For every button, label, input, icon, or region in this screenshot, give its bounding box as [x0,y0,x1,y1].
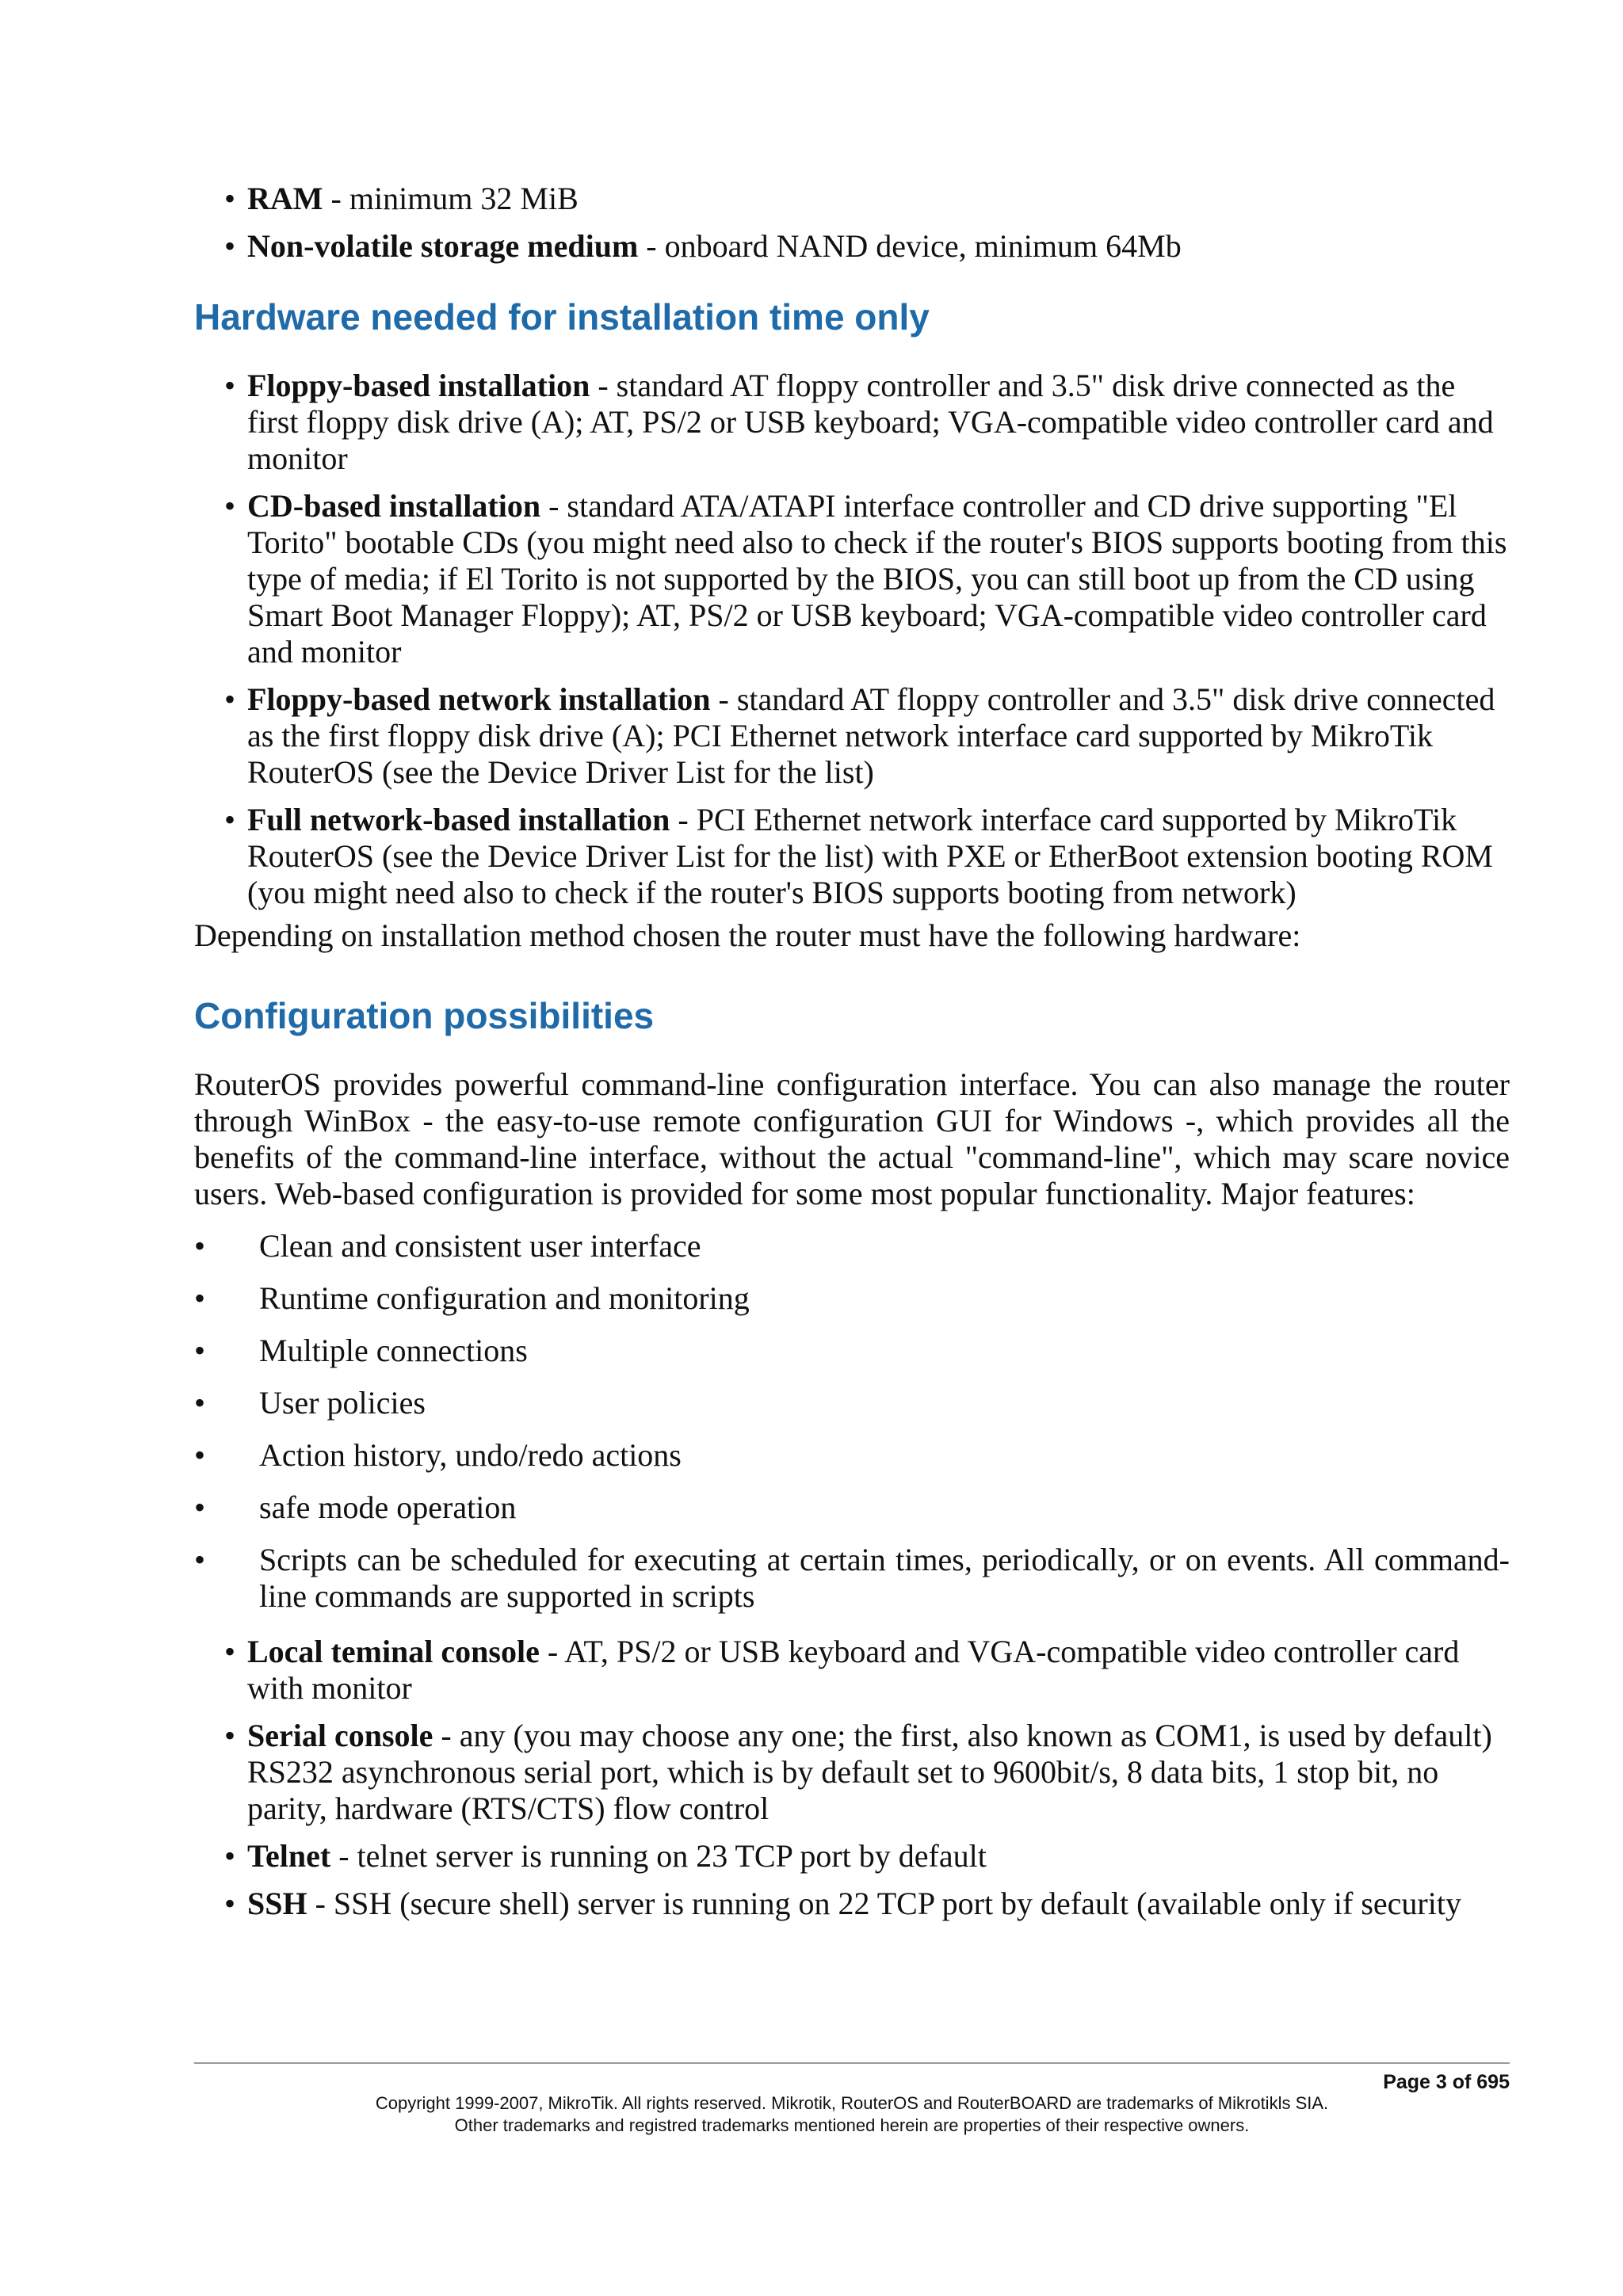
feature-item [194,1437,1510,1474]
item-term: SSH [247,1886,307,1921]
copyright-line-2: Other trademarks and registred trademarks mentioned herein are properties of their respective owners. [454,2115,1250,2135]
list-item-storage [194,228,1510,265]
feature-item [194,1489,1510,1526]
list-item-floppy-network-install [194,681,1510,791]
feature-text: Runtime configuration and monitoring [259,1280,750,1316]
item-term: RAM [247,181,323,216]
page-content [194,181,1510,1922]
item-desc: - standard AT floppy controller and 3.5" disk drive connected as the first floppy disk drive (A); PCI Ethernet network interface card supported by MikroTik RouterOS (see the Device Driver List for the list) [247,681,1495,790]
list-item-ssh [194,1886,1510,1922]
bullet-icon: • [224,1838,236,1874]
list-item-telnet [194,1838,1510,1875]
item-desc: - standard AT floppy controller and 3.5" disk drive connected as the first floppy disk drive (A); AT, PS/2 or USB keyboard; VGA-compatible video controller card and monitor [247,368,1494,476]
bullet-icon: • [224,181,236,216]
bullet-icon: • [194,1280,206,1316]
list-item-serial-console [194,1718,1510,1827]
item-desc: - minimum 32 MiB [323,181,579,216]
item-term: Full network-based installation [247,802,670,837]
item-term: Local teminal console [247,1634,540,1669]
footer-divider [194,2062,1510,2064]
bullet-icon: • [224,368,236,403]
bullet-icon: • [224,1634,236,1669]
list-item-full-network-install [194,802,1510,911]
bullet-icon: • [194,1385,206,1421]
feature-text: User policies [259,1385,426,1421]
feature-item [194,1385,1510,1421]
item-desc: - standard ATA/ATAPI interface controller and CD drive supporting "El Torito" bootable CDs (you might need also to check if the router's BIOS supports booting from this type of media; if El Torito is not supported by the BIOS, you can still boot up from the CD using Smart Boot Manager Floppy); AT, PS/2 or USB keyboard; VGA-compatible video controller card and monitor [247,488,1507,669]
bullet-icon: • [194,1437,206,1473]
item-term: Non-volatile storage medium [247,228,639,264]
item-term: Floppy-based network installation [247,681,711,717]
configuration-intro: RouterOS provides powerful command-line configuration interface. You can also manage the router through WinBox - the easy-to-use remote configuration GUI for Windows -, which provides all the benefits of the command-line interface, without the actual "command-line", which may scare novice users. Web-based configuration is provided for some most popular functionality. Major features: [194,1066,1510,1211]
feature-text: Multiple connections [259,1333,528,1368]
copyright-line-1: Copyright 1999-2007, MikroTik. All rights reserved. Mikrotik, RouterOS and RouterBOARD are trademarks of Mikrotikls SIA. [375,2093,1329,2113]
feature-text: Scripts can be scheduled for executing at certain times, periodically, or on events. All command-line commands are supported in scripts [259,1542,1510,1614]
list-item-local-console [194,1634,1510,1707]
bullet-icon: • [224,488,236,524]
section-heading-configuration: Configuration possibilities [194,995,655,1036]
feature-text: Clean and consistent user interface [259,1228,701,1264]
feature-text: Action history, undo/redo actions [259,1437,682,1473]
bullet-icon: • [224,802,236,837]
bullet-icon: • [224,228,236,264]
feature-item [194,1228,1510,1264]
item-desc: - AT, PS/2 or USB keyboard and VGA-compatible video controller card with monitor [247,1634,1460,1706]
item-term: Floppy-based installation [247,368,590,403]
bullet-icon: • [224,1718,236,1753]
item-desc: - SSH (secure shell) server is running on 22 TCP port by default (available only if security [307,1886,1461,1921]
bullet-icon: • [194,1489,206,1525]
feature-item [194,1333,1510,1369]
item-desc: - any (you may choose any one; the first, also known as COM1, is used by default) RS232 asynchronous serial port, which is by default set to 9600bit/s, 8 data bits, 1 stop bit, no parity, hardware (RTS/CTS) flow control [247,1718,1492,1826]
item-term: Telnet [247,1838,331,1874]
item-term: Serial console [247,1718,433,1753]
bullet-icon: • [194,1333,206,1368]
list-item-ram [194,181,1510,217]
bullet-icon: • [224,681,236,717]
item-term: CD-based installation [247,488,541,524]
list-item-cd-install [194,488,1510,670]
item-desc: - telnet server is running on 23 TCP port by default [330,1838,987,1874]
item-desc: - PCI Ethernet network interface card supported by MikroTik RouterOS (see the Device Driver List for the list) with PXE or EtherBoot extension booting ROM (you might need also to check if the router's BIOS supports booting from network) [247,802,1493,910]
feature-item [194,1542,1510,1615]
section-heading-installation-hardware: Hardware needed for installation time only [194,296,930,338]
feature-item [194,1280,1510,1317]
list-item-floppy-install [194,368,1510,477]
bullet-icon: • [194,1228,206,1264]
bullet-icon: • [194,1542,206,1577]
bullet-icon: • [224,1886,236,1921]
page-number: Page 3 of 695 [1383,2071,1510,2093]
installation-note: Depending on installation method chosen the router must have the following hardware: [194,917,1301,953]
feature-text: safe mode operation [259,1489,517,1525]
item-desc: - onboard NAND device, minimum 64Mb [638,228,1182,264]
